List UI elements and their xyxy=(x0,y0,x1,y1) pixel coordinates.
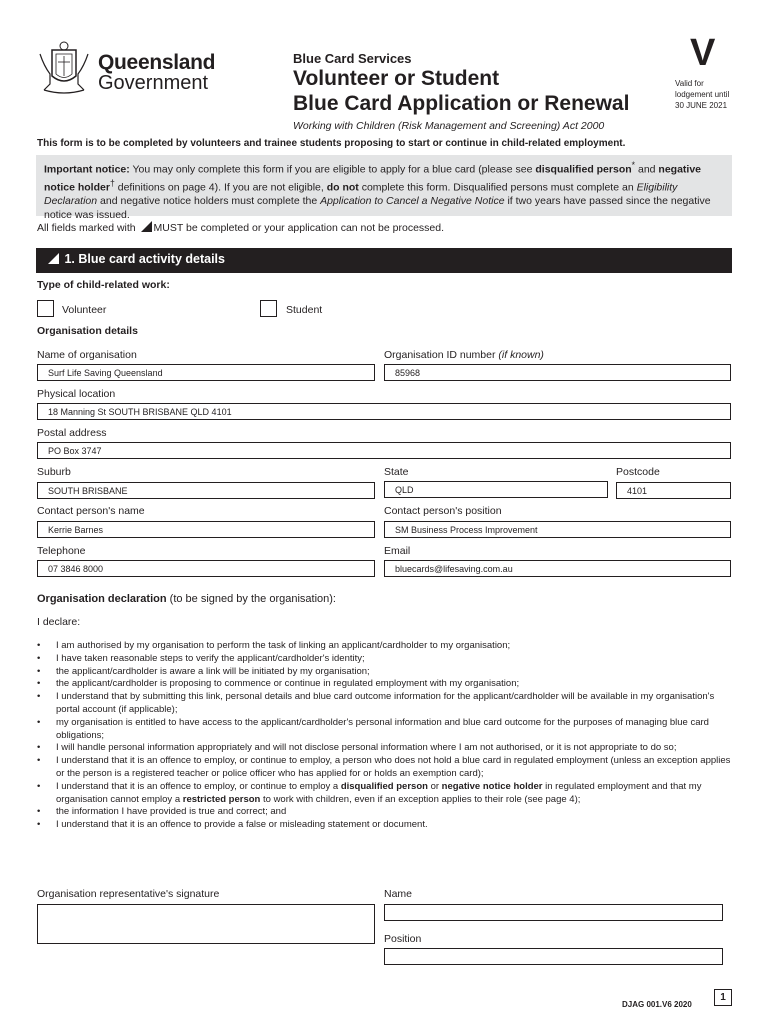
form-title xyxy=(293,66,653,116)
declaration-item: • the information I have provided is true and correct; and xyxy=(37,806,737,819)
declaration-item: • I understand that it is an offence to employ, or continue to employ, a person who does not hold a blue card in regulated employment (unless an exception applies or the person is a registered teacher or police officer who has applied for or holds an exemption card); xyxy=(37,755,737,781)
coat-of-arms-icon xyxy=(36,40,92,98)
declaration-text: I understand that it is an offence to employ, or continue to employ a xyxy=(56,780,341,792)
org-name-label: Name of organisation xyxy=(37,349,137,361)
notice-text: You may only complete this form if you are eligible to apply for a blue card (please see xyxy=(129,163,536,176)
contact-name-label: Contact person's name xyxy=(37,505,145,517)
postcode-label: Postcode xyxy=(616,466,660,478)
student-label: Student xyxy=(286,304,323,316)
rep-position-field[interactable] xyxy=(384,948,723,965)
notice-text: and xyxy=(635,163,659,176)
form-title-line1: Volunteer or Student xyxy=(293,67,500,90)
org-id-hint: (if known) xyxy=(498,349,544,361)
qld-government-logo xyxy=(36,40,216,98)
declaration-note: (to be signed by the organisation): xyxy=(166,593,336,605)
form-letter: V xyxy=(690,32,716,74)
declaration-bold: restricted person xyxy=(182,793,261,805)
declaration-list xyxy=(37,640,737,832)
section-1-title: 1. Blue card activity details xyxy=(64,252,225,266)
declaration-heading xyxy=(37,593,336,605)
mandatory-marker-icon xyxy=(141,221,152,232)
telephone-label: Telephone xyxy=(37,545,86,557)
form-title-line2: Blue Card Application or Renewal xyxy=(293,92,630,115)
declaration-item: • the applicant/cardholder is proposing to commence or continue in regulated employment with my organisation; xyxy=(37,678,737,691)
notice-bold: do not xyxy=(326,181,359,194)
notice-label: Important notice: xyxy=(44,163,130,176)
i-declare: I declare: xyxy=(37,616,81,628)
act-name: Working with Children (Risk Management and Screening) Act 2000 xyxy=(293,120,605,132)
postcode-field[interactable]: 4101 xyxy=(616,482,731,499)
notice-text: if two years have passed since the negative notice was issued. xyxy=(44,195,711,221)
rep-name-field[interactable] xyxy=(384,904,723,921)
signature-label: Organisation representative's signature xyxy=(37,888,220,900)
notice-bold: disqualified person xyxy=(535,163,632,176)
email-label: Email xyxy=(384,545,411,557)
org-name-field[interactable]: Surf Life Saving Queensland xyxy=(37,364,375,381)
declaration-bold: disqualified person xyxy=(340,780,428,792)
notice-text: definitions on page 4). If you are not eligible, xyxy=(114,181,327,194)
declaration-item: • the applicant/cardholder is aware a link will be initiated by my organisation; xyxy=(37,666,737,679)
physical-location-label: Physical location xyxy=(37,388,116,400)
declaration-item: • my organisation is entitled to have access to the applicant/cardholder's personal information and blue card outcome for the purposes of managing blue card obligations; xyxy=(37,717,737,743)
declaration-text: or xyxy=(427,780,442,792)
notice-text: complete this form. Disqualified persons must complete an xyxy=(358,181,637,194)
volunteer-label: Volunteer xyxy=(62,304,107,316)
mandatory-fields-note xyxy=(37,221,444,234)
declaration-item: • I have taken reasonable steps to verify the applicant/cardholder's identity; xyxy=(37,653,737,666)
student-checkbox[interactable] xyxy=(260,300,277,317)
valid-line2: lodgement until xyxy=(675,90,730,99)
notice-bold: negative notice holder xyxy=(44,163,702,194)
org-details-heading: Organisation details xyxy=(37,325,138,337)
declaration-item: • I understand that by submitting this link, personal details and blue card outcome information for the applicant/cardholder will be available in my organisation's portal account (if applicable); xyxy=(37,691,737,717)
valid-until xyxy=(675,78,745,111)
logo-text-government: Government xyxy=(98,72,209,94)
mandatory-note-post: MUST be completed or your application can not be processed. xyxy=(153,222,445,234)
declaration-item xyxy=(37,781,737,807)
volunteer-checkbox[interactable] xyxy=(37,300,54,317)
logo-text-queensland: Queensland xyxy=(98,51,216,74)
signature-field[interactable] xyxy=(37,904,375,944)
org-id-label-text: Organisation ID number xyxy=(384,349,496,361)
notice-italic: Eligibility Declaration xyxy=(44,181,678,207)
physical-location-field[interactable]: 18 Manning St SOUTH BRISBANE QLD 4101 xyxy=(37,403,731,420)
postal-address-field[interactable]: PO Box 3747 xyxy=(37,442,731,459)
declaration-item: • I will handle personal information appropriately and will not disclose personal information where I am not authorised, or it is not appropriate to do so; xyxy=(37,742,737,755)
suburb-field[interactable]: SOUTH BRISBANE xyxy=(37,482,375,499)
valid-line1: Valid for xyxy=(675,79,704,88)
declaration-text: in regulated employment and that my organisation cannot employ a xyxy=(56,780,702,805)
section-1-header xyxy=(36,248,732,273)
postal-address-label: Postal address xyxy=(37,427,107,439)
mandatory-note-pre: All fields marked with xyxy=(37,222,136,234)
mandatory-marker-icon xyxy=(48,253,59,264)
org-id-label xyxy=(384,349,544,361)
telephone-field[interactable]: 07 3846 8000 xyxy=(37,560,375,577)
suburb-label: Suburb xyxy=(37,466,71,478)
page-number: 1 xyxy=(714,989,732,1006)
org-id-field[interactable]: 85968 xyxy=(384,364,731,381)
contact-position-field[interactable]: SM Business Process Improvement xyxy=(384,521,731,538)
intro-text: This form is to be completed by volunteers and trainee students proposing to start or continue in child-related employment. xyxy=(37,138,626,149)
state-field[interactable]: QLD xyxy=(384,481,608,498)
notice-text: and negative notice holders must complete the xyxy=(97,195,321,207)
declaration-title: Organisation declaration xyxy=(37,593,167,605)
rep-position-label: Position xyxy=(384,933,422,945)
email-field[interactable]: bluecards@lifesaving.com.au xyxy=(384,560,731,577)
work-type-label: Type of child-related work: xyxy=(37,279,170,291)
declaration-bold: negative notice holder xyxy=(441,780,543,792)
contact-position-label: Contact person's position xyxy=(384,505,502,517)
valid-line3: 30 JUNE 2021 xyxy=(675,101,728,110)
service-name: Blue Card Services xyxy=(293,51,412,66)
declaration-item: • I am authorised by my organisation to perform the task of linking an applicant/cardholder to my organisation; xyxy=(37,640,737,653)
state-label: State xyxy=(384,466,409,478)
contact-name-field[interactable]: Kerrie Barnes xyxy=(37,521,375,538)
notice-italic: Application to Cancel a Negative Notice xyxy=(320,195,505,207)
form-code: DJAG 001.V6 2020 xyxy=(622,1000,692,1009)
important-notice: Important notice: You may only complete this form if you are eligible to apply for a blue card (please see disqualified person* and negative notice holder† definitions on page 4). If you are not eligible, do not complete this form. Disqualified persons must complete an Eligibility Declaration and negative notice holders must complete the Application to Cancel a Negative Notice if two years have passed since the negative notice was issued. xyxy=(36,155,732,216)
rep-name-label: Name xyxy=(384,888,413,900)
declaration-text: to work with children, even if an exception applies to their role (see page 4); xyxy=(260,793,581,805)
declaration-item: • I understand that it is an offence to provide a false or misleading statement or document. xyxy=(37,819,737,832)
